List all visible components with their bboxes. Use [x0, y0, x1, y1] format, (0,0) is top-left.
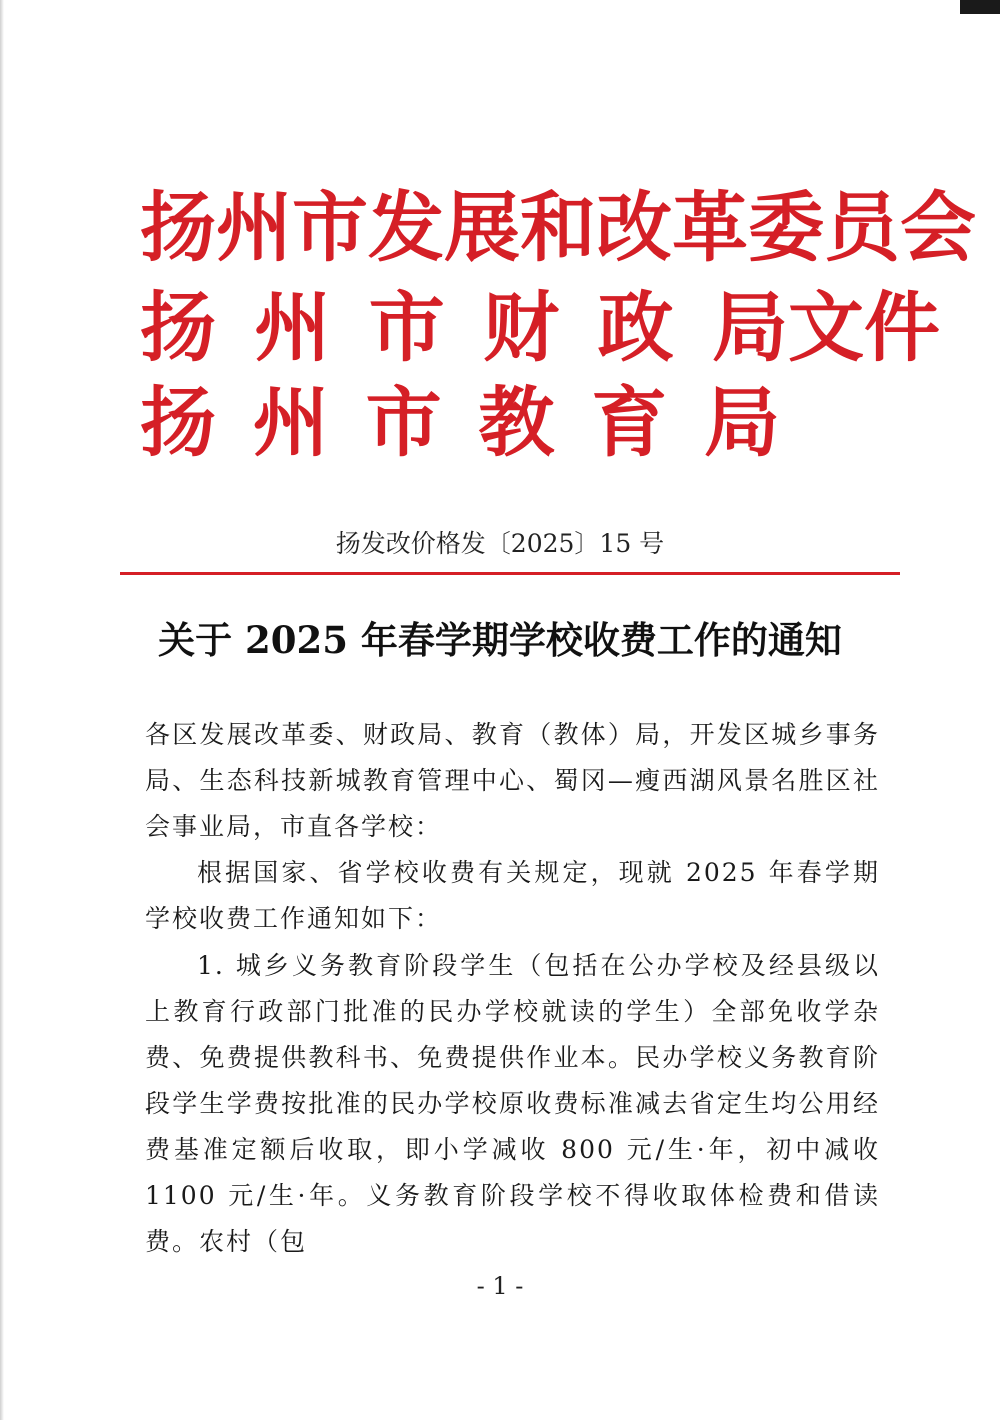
- document-title: 关于 2025 年春学期学校收费工作的通知: [158, 618, 842, 662]
- scan-corner-mark: [960, 0, 1000, 14]
- header-char: 州: [254, 283, 331, 372]
- header-char: 市: [365, 378, 442, 467]
- document-number: 扬发改价格发〔2025〕15 号: [335, 529, 665, 558]
- header-char: 局文件: [711, 283, 940, 372]
- header-issuer-line-2: [140, 283, 940, 372]
- paragraph-text: 1. 城乡义务教育阶段学生（包括在公办学校及经县级以上教育行政部门批准的民办学校就读的学生）全部免收学杂费、免费提供教科书、免费提供作业本。民办学校义务教育阶段学生学费按批准的民办学校原收费标准减去省定生均公用经费基准定额后收取，即小学减收 800 元/生·年，初中减收 1100 元/生·年。义务教育阶段学校不得收取体检费和借读费。农村（包: [145, 951, 880, 1256]
- paragraph-text: 根据国家、省学校收费有关规定，现就 2025 年春学期学校收费工作通知如下：: [145, 858, 880, 933]
- scan-edge: [0, 0, 4, 1420]
- header-char: 扬: [140, 283, 216, 372]
- header-issuer-line-1: 扬州市发展和改革委员会: [140, 183, 976, 272]
- paragraph: [145, 850, 880, 942]
- red-divider: [120, 572, 900, 575]
- header-char: 市: [368, 283, 445, 372]
- salutation-text: 各区发展改革委、财政局、教育（教体）局，开发区城乡事务局、生态科技新城教育管理中心、蜀冈—瘦西湖风景名胜区社会事业局，市直各学校：: [145, 720, 880, 841]
- header-issuer-line-3: [140, 378, 780, 467]
- paragraph: [145, 943, 880, 1265]
- page-number: - 1 -: [476, 1272, 524, 1300]
- header-char: 政: [597, 283, 674, 372]
- header-char: 州: [252, 378, 329, 467]
- header-char: 局: [703, 378, 780, 467]
- header-char: 教: [478, 378, 555, 467]
- salutation: [145, 712, 880, 850]
- header-char: 财: [483, 283, 560, 372]
- header-char: 育: [591, 378, 668, 467]
- header-char: 扬: [140, 378, 216, 467]
